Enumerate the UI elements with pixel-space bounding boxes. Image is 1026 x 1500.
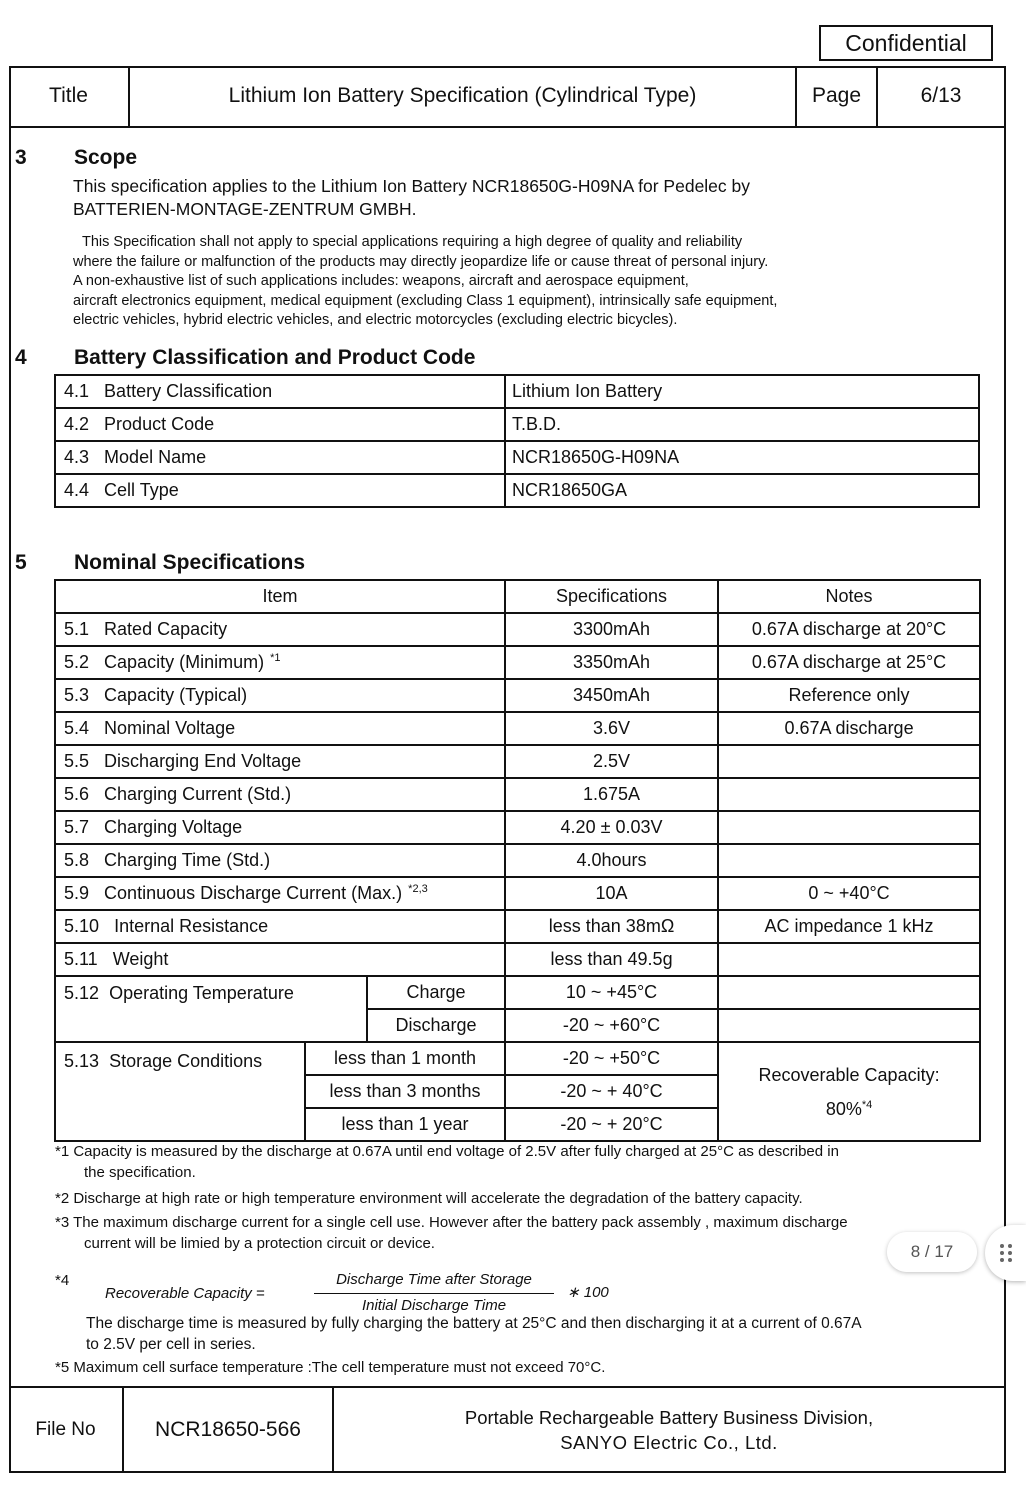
row-number: 5.7 [64,817,90,837]
table-cell: AC impedance 1 kHz [718,910,980,943]
row-number: 5.3 [64,685,90,705]
table-row [55,712,980,745]
table-cell: 3300mAh [505,613,718,646]
table-cell: Reference only [718,679,980,712]
row-item: Charging Voltage [104,817,243,837]
table-cell: 0.67A discharge [718,712,980,745]
table-cell [718,943,980,976]
scope-text [73,175,923,221]
table-row [55,1042,980,1075]
row-item: Charging Time (Std.) [104,850,271,870]
table-row [55,474,979,507]
row-item: Rated Capacity [104,619,228,639]
table-cell: less than 38mΩ [505,910,718,943]
formula-numerator: Discharge Time after Storage [336,1271,532,1288]
table-row [55,441,979,474]
table-cell: Lithium Ion Battery [505,375,979,408]
table-cell: 4.3 Model Name [55,441,505,474]
row-item: Capacity (Minimum) [104,652,265,672]
table-cell: 4.2 Product Code [55,408,505,441]
title-label: Title [49,84,88,107]
scope-note-line: aircraft electronics equipment, medical equipment (excluding Class 1 equipment), intrinsically safe equipment, [73,292,778,309]
table-cell [718,844,980,877]
table-cell [718,1009,980,1042]
table-cell: 10A [505,877,718,910]
table-row [55,375,979,408]
table-cell: 3450mAh [505,679,718,712]
scope-note [73,233,953,331]
table-cell: 0.67A discharge at 20°C [718,613,980,646]
section-number: 5 [15,551,27,574]
row-item: Charging Current (Std.) [104,784,292,804]
table-cell [55,712,505,745]
table-row [55,877,980,910]
table-cell: less than 1 year [305,1108,505,1141]
table-cell [718,811,980,844]
table-cell: 4.1 Battery Classification [55,375,505,408]
table-cell: less than 49.5g [505,943,718,976]
table-cell [718,745,980,778]
row-item: Nominal Voltage [104,718,236,738]
table-cell: 4.4 Cell Type [55,474,505,507]
table-cell: 3.6V [505,712,718,745]
footnote-4-text: The discharge time is measured by fully charging the battery at 25°C and then discharging it at a current of 0.67A to 2.5V per cell in series. [86,1315,862,1353]
footnote-ref: *2,3 [408,883,428,895]
row-item: Weight [112,949,169,969]
table-cell [55,613,505,646]
column-header: Notes [718,580,980,613]
table-cell: 5.13 Storage Conditions [55,1042,305,1141]
table-cell [55,679,505,712]
table-cell: Charge [367,976,505,1009]
row-number: 5.8 [64,850,90,870]
table-row [55,910,980,943]
table-cell [718,778,980,811]
row-number: 5.6 [64,784,90,804]
table-cell [55,877,505,910]
footnote-1: *1 Capacity is measured by the discharge at 0.67A until end voltage of 2.5V after fully charged at 25°C as described in the specification. [55,1143,839,1181]
table-cell [55,844,505,877]
footnote-3: *3 The maximum discharge current for a single cell use. However after the battery pack assembly , maximum discharge current will be limied by a protection circuit or device. [55,1214,848,1252]
section-heading: Battery Classification and Product Code [74,346,476,369]
formula-multiplier: ∗ 100 [567,1284,609,1301]
scope-note-line: This Specification shall not apply to special applications requiring a high degree of quality and reliability [82,234,743,250]
row-number: 5.9 [64,883,90,903]
scope-note-line: A non-exhaustive list of such applications includes: weapons, aircraft and aerospace equipment, [73,273,689,289]
row-item: Continuous Discharge Current (Max.) [104,883,403,903]
table-row [55,943,980,976]
table-cell [55,943,505,976]
footnote-2: *2 Discharge at high rate or high temperature environment will accelerate the degradation of the battery capacity. [55,1190,803,1207]
table-cell: -20 ~ +60°C [505,1009,718,1042]
table-cell: 0 ~ +40°C [718,877,980,910]
nominal-spec-table [54,579,981,1142]
table-cell: 4.0hours [505,844,718,877]
recoverable-label: Recoverable Capacity: [758,1064,940,1085]
table-cell: 5.12 Operating Temperature [55,976,367,1042]
document-title: Lithium Ion Battery Specification (Cylindrical Type) [228,84,697,107]
table-cell: -20 ~ + 20°C [505,1108,718,1141]
table-cell: 2.5V [505,745,718,778]
recoverable-value: 80%$^{*4}$ [825,1098,873,1119]
page-number: 6/13 [920,84,962,107]
section-number: 4 [15,346,27,369]
table-row [55,811,980,844]
row-number: 5.11 [64,949,98,969]
table-cell: T.B.D. [505,408,979,441]
file-no-value: NCR18650-566 [155,1418,301,1441]
row-number: 5.4 [64,718,90,738]
table-cell: less than 3 months [305,1075,505,1108]
table-cell: 10 ~ +45°C [505,976,718,1009]
scope-note-line: electric vehicles, hybrid electric vehicles, and electric motorcycles (excluding electric bicycles). [73,312,678,328]
table-cell: less than 1 month [305,1042,505,1075]
table-cell: 4.20 ± 0.03V [505,811,718,844]
row-item: Capacity (Typical) [104,685,248,705]
formula-lhs: Recoverable Capacity = [105,1285,265,1302]
page-label: Page [811,84,862,107]
row-number: 5.5 [64,751,90,771]
table-cell [55,745,505,778]
confidential-stamp: Confidential [819,25,993,61]
table-row [55,844,980,877]
file-no-label: File No [35,1419,96,1440]
table-row [55,646,980,679]
table-cell [55,778,505,811]
column-header: Specifications [505,580,718,613]
table-row [55,408,979,441]
page-indicator: 8 / 17 [887,1232,977,1272]
table-row [55,976,980,1009]
table-row [55,613,980,646]
table-cell: Discharge [367,1009,505,1042]
table-cell [55,646,505,679]
formula-denominator: Initial Discharge Time [361,1297,507,1314]
footnote-ref: *1 [270,652,281,664]
table-cell [55,811,505,844]
table-cell: NCR18650G-H09NA [505,441,979,474]
row-number: 5.2 [64,652,90,672]
table-cell: NCR18650GA [505,474,979,507]
table-row [55,679,980,712]
scope-note-line: where the failure or malfunction of the products may directly jeopardize life or cause threat of personal injury. [73,253,769,270]
column-header: Item [55,580,505,613]
section-heading: Scope [74,146,138,169]
table-cell [718,976,980,1009]
table-cell: -20 ~ + 40°C [505,1075,718,1108]
table-cell: 1.675A [505,778,718,811]
scope-line: BATTERIEN-MONTAGE-ZENTRUM GMBH. [73,199,417,219]
section-number: 3 [15,146,27,169]
table-cell: -20 ~ +50°C [505,1042,718,1075]
classification-table [54,374,980,508]
header-divider [9,126,1006,128]
table-cell: 3350mAh [505,646,718,679]
table-header-row [55,580,980,613]
row-number: 5.1 [64,619,90,639]
vertical-dots-icon [998,1242,1014,1264]
table-cell: 0.67A discharge at 25°C [718,646,980,679]
division-name: Portable Rechargeable Battery Business Division, SANYO Electric Co., Ltd. [464,1407,874,1453]
table-row [55,745,980,778]
row-number: 5.10 [64,916,100,936]
footnote-4-mark: *4 [55,1272,70,1289]
scope-line: This specification applies to the Lithium Ion Battery NCR18650G-H09NA for Pedelec by [73,176,751,196]
table-row [55,778,980,811]
footnote-5: *5 Maximum cell surface temperature :The cell temperature must not exceed 70°C. [55,1359,606,1376]
table-cell [718,1042,980,1141]
row-item: Discharging End Voltage [104,751,302,771]
fraction-bar [314,1293,554,1294]
section-heading: Nominal Specifications [74,551,306,574]
row-item: Internal Resistance [114,916,269,936]
table-cell [55,910,505,943]
